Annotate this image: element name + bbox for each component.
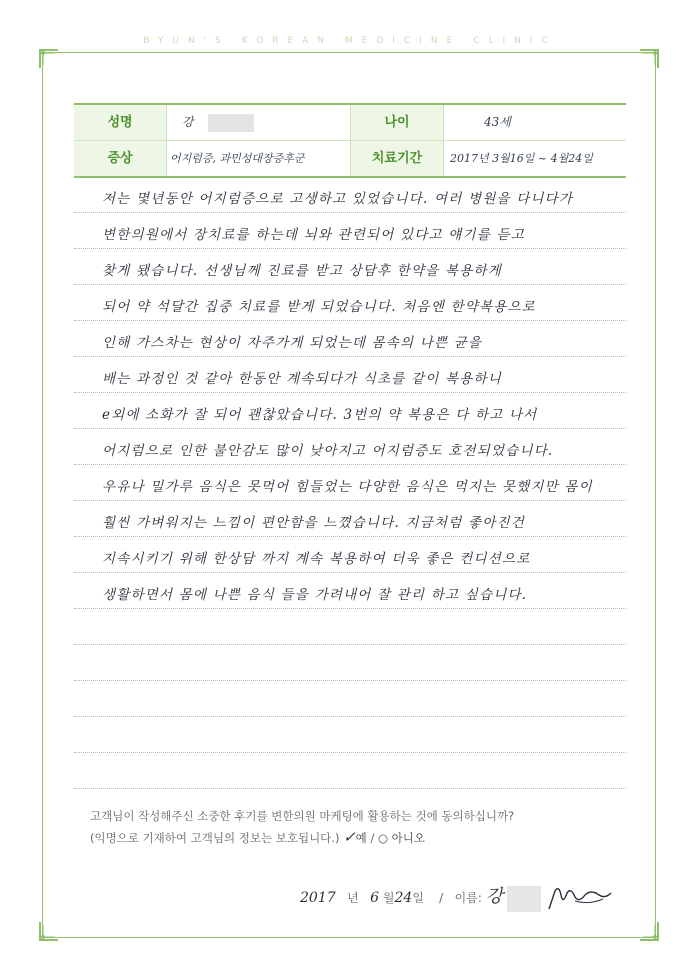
sign-day-unit: 일 <box>412 891 424 905</box>
consent-separator: / <box>370 831 375 845</box>
consent-answer-row <box>90 827 514 849</box>
review-line <box>74 212 626 249</box>
review-text: 배는 과정인 것 같아 한동안 계속되다가 식초를 같이 복용하니 <box>102 371 502 387</box>
corner-ornament-icon <box>38 920 60 942</box>
age-value: 43세 <box>484 115 511 129</box>
signature-scribble-icon <box>545 883 615 914</box>
review-line <box>74 356 626 393</box>
corner-ornament-icon <box>638 48 660 70</box>
symptom-value: 어지럼증, 과민성대장증후군 <box>170 152 305 165</box>
name-value <box>182 105 342 140</box>
sign-year: 2017 <box>300 890 336 906</box>
review-text: 변한의원에서 장치료를 하는데 뇌와 관련되어 있다고 얘기를 듣고 <box>102 227 525 243</box>
review-text: 훨씬 가벼워지는 느낌이 편안함을 느꼈습니다. 지금처럼 좋아진건 <box>102 515 525 531</box>
period-label: 치료기간 <box>351 141 443 176</box>
consent-question: 고객님이 작성해주신 소중한 후기를 변한의원 마케팅에 활용하는 것에 동의하십니까? <box>90 809 515 823</box>
review-text: 인해 가스차는 현상이 자주가게 되었는데 몸속의 나쁜 균을 <box>102 335 483 351</box>
checkmark-icon[interactable]: ✓ <box>343 828 356 846</box>
age-label: 나이 <box>351 105 443 140</box>
redacted-signature-name <box>507 886 541 912</box>
name-text: 강 <box>182 115 194 129</box>
symptom-label: 증상 <box>74 141 166 176</box>
review-line <box>74 392 626 429</box>
consent-no[interactable]: ○ 아니오 <box>377 831 425 845</box>
consent-note: (익명으로 기재하여 고객님의 정보는 보호됩니다.) <box>90 831 340 845</box>
review-line <box>74 176 626 213</box>
consent-section <box>90 806 514 849</box>
review-line <box>74 284 626 321</box>
review-line <box>74 572 626 609</box>
corner-ornament-icon <box>638 920 660 942</box>
sign-name-value: 강 <box>485 886 504 907</box>
review-line <box>74 500 626 537</box>
review-line <box>74 536 626 573</box>
review-line <box>74 464 626 501</box>
info-row-name-age <box>74 105 626 141</box>
sign-separator: / <box>439 891 444 905</box>
corner-ornament-icon <box>38 48 60 70</box>
review-text: 생활하면서 몸에 나쁜 음식 들을 가려내어 잘 관리 하고 싶습니다. <box>102 587 528 603</box>
review-line <box>74 320 626 357</box>
review-text: 어지럼으로 인한 불안감도 많이 낮아지고 어지럼증도 호전되었습니다. <box>102 443 554 459</box>
sign-name-label: 이름: <box>454 891 482 905</box>
redacted-name <box>208 114 254 132</box>
sign-year-unit: 년 <box>347 891 359 905</box>
review-text: e외에 소화가 잘 되어 괜찮았습니다. 3번의 약 복용은 다 하고 나서 <box>102 407 538 423</box>
review-text: 지속시키기 위해 한상담 까지 계속 복용하여 더욱 좋은 컨디션으로 <box>102 551 531 567</box>
sign-month: 6 <box>370 890 380 906</box>
review-line <box>74 644 626 681</box>
review-line <box>74 680 626 717</box>
sign-day: 24 <box>394 890 413 906</box>
review-line <box>74 248 626 285</box>
sign-month-unit: 월 <box>382 891 395 905</box>
review-line <box>74 752 626 789</box>
review-text: 우유나 밀가루 음식은 못먹어 힘들었는 다양한 음식은 먹지는 못했지만 몸이 <box>102 479 593 495</box>
review-line <box>74 428 626 465</box>
consent-yes[interactable]: 예 <box>355 831 367 845</box>
patient-info-table <box>74 103 626 166</box>
review-text: 되어 약 석달간 집중 치료를 받게 되었습니다. 처음엔 한약복용으로 <box>102 299 536 315</box>
info-row-symptom-period <box>74 141 626 178</box>
review-line <box>74 716 626 753</box>
clinic-header: BYUN'S KOREAN MEDICINE CLINIC <box>143 36 557 46</box>
period-value: 2017년 3월16일 ~ 4월24일 <box>450 152 593 165</box>
name-label: 성명 <box>74 105 166 140</box>
review-text: 저는 몇년동안 어지럼증으로 고생하고 있었습니다. 여러 병원을 다니다가 <box>102 191 574 207</box>
signature-row <box>300 882 615 912</box>
review-line <box>74 608 626 645</box>
review-text: 찾게 됐습니다. 선생님께 진료를 받고 상담후 한약을 복용하게 <box>102 263 502 279</box>
